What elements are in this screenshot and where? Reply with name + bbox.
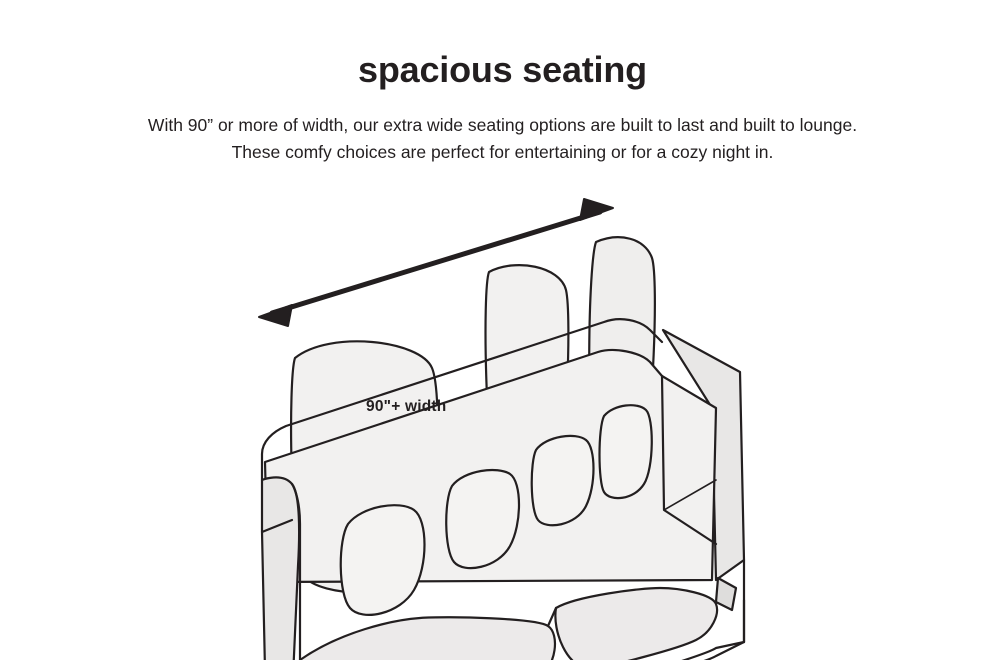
dimension-label: 90"+ width xyxy=(366,398,447,415)
sofa-illustration xyxy=(0,180,1005,660)
subcopy-line-2: These comfy choices are perfect for entertaining or for a cozy night in. xyxy=(231,142,774,163)
sofa-line-drawing-svg xyxy=(0,180,1005,660)
sofa-leg-right xyxy=(716,578,736,610)
subcopy-line-1: With 90” or more of width, our extra wide seating options are built to last and built to lounge. xyxy=(147,115,858,135)
arrow-head-left-icon xyxy=(259,305,292,326)
page-title: spacious seating xyxy=(358,49,647,90)
page-subcopy xyxy=(0,112,1005,166)
arrow-head-right-icon xyxy=(580,199,613,220)
